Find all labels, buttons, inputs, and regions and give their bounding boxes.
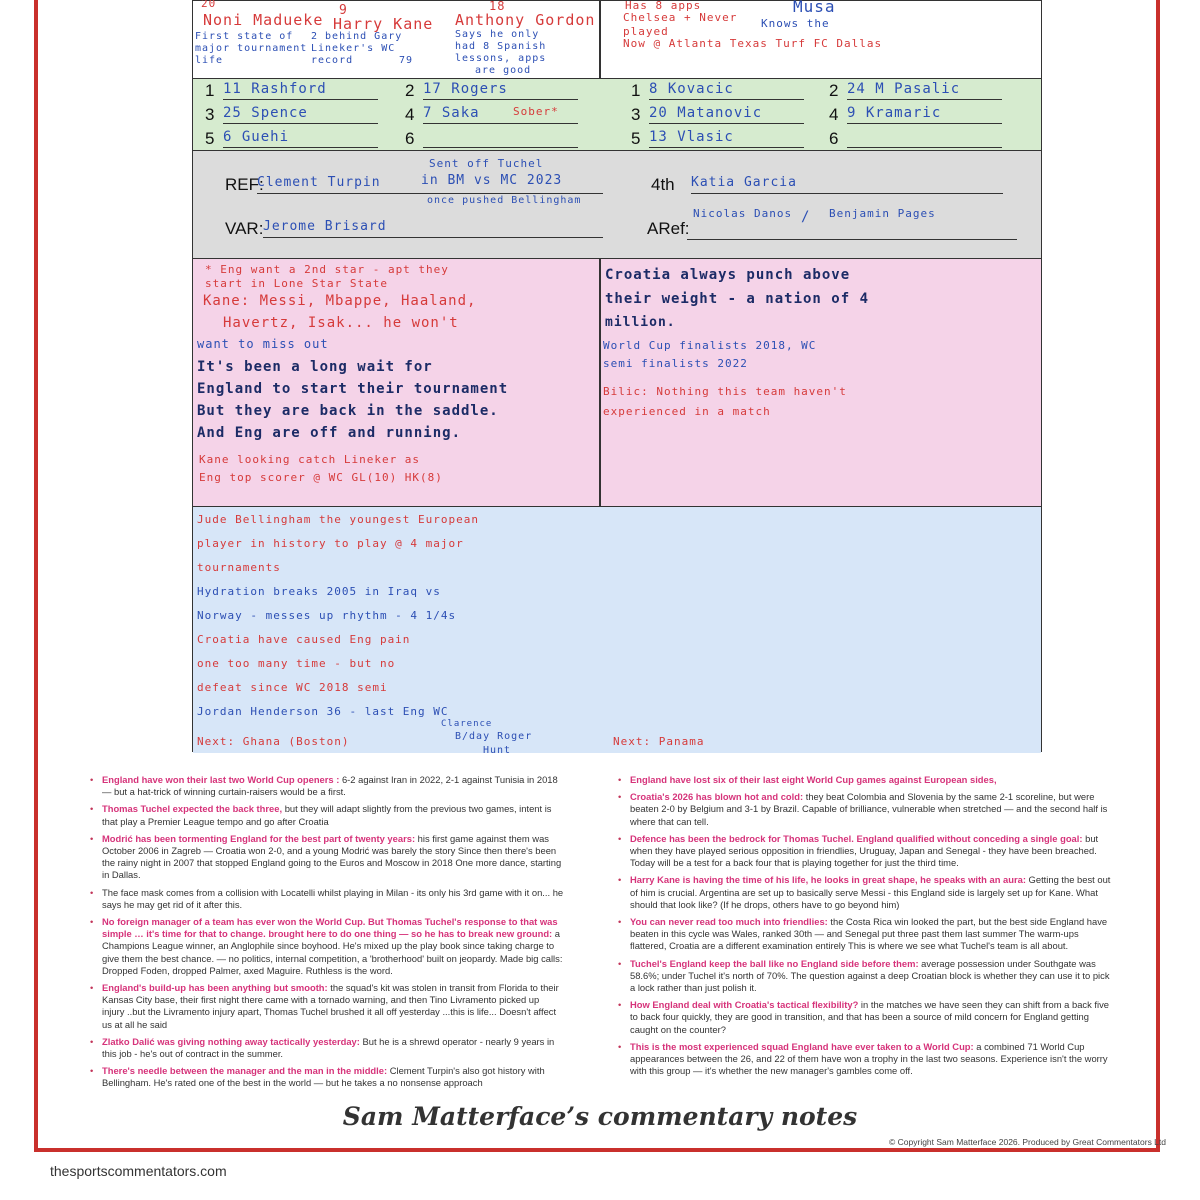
- player-note: Now @ Atlanta Texas Turf FC Dallas: [623, 37, 883, 50]
- handwritten-note: Hunt: [483, 745, 512, 756]
- handwritten-note: Norway - messes up rhythm - 4 1/4s: [197, 609, 457, 622]
- sub-player-name: [847, 129, 1002, 148]
- sub-player-name: 9 Kramaric: [847, 105, 1002, 124]
- player-note: Lineker's WC: [311, 43, 396, 54]
- sub-position: 1: [205, 81, 215, 100]
- sub-slot-england: [205, 81, 385, 103]
- note-item: [90, 1036, 564, 1060]
- aref-field: [687, 221, 1017, 240]
- note-item: [618, 916, 1112, 953]
- sub-position: 6: [829, 129, 839, 148]
- handwritten-note: Jordan Henderson 36 - last Eng WC: [197, 705, 449, 718]
- sub-player-name: 7 Saka: [423, 105, 578, 124]
- handwritten-note: million.: [605, 315, 676, 330]
- note-text: 6-2 against Iran in 2022, 2-1 against Tunisia in 2018 — but a hat-trick of winning curtain-raisers would be a first.: [102, 774, 558, 798]
- player-note: Chelsea + Never: [623, 11, 738, 24]
- note-text: Getting the best out of him is crucial. Argentina are set up to basically serve Messi - this England side is largely set up for Kane. What should that look like? (If he drops, others have to go beyond him): [630, 874, 1111, 910]
- sub-slot-england: [405, 81, 585, 103]
- aref-separator: /: [801, 209, 811, 225]
- note-text: the Costa Rica win looked the part, but the best side England have beaten in this cycle was Wales, ranked 30th — and Senegal put three past them last summer The warm-ups flattered, Croatia are a different examination entirely This is where we see what Tuchel's team is all about.: [630, 916, 1108, 952]
- handwritten-note: Kane looking catch Lineker as: [199, 453, 421, 466]
- sub-player-name: 24 M Pasalic: [847, 81, 1002, 100]
- handwritten-note: It's been a long wait for: [197, 359, 433, 375]
- handwritten-note: Jude Bellingham the youngest European: [197, 513, 480, 526]
- note-highlight: You can never read too much into friendlies:: [630, 916, 828, 928]
- player-note: are good: [475, 65, 532, 76]
- note-text: but when they have played serious opposition in friendlies, Uruguay, Japan and Senegal - they have been breached. Today will be a test for a back four that is playing together for just the third time.: [630, 832, 1099, 869]
- ref-note: in BM vs MC 2023: [421, 173, 563, 188]
- note-text: his first game against them was October 2006 in Zagreb — Croatia won 2-0, and a young Modrić was barely the story Since then there's been the rainy night in 2007 that stopped England going to the Euros and Moscow in 2018 One more dance, starting in Dallas.: [102, 832, 562, 881]
- note-text: in the matches we have seen they can shift from a back five to back four quickly, they are good in transition, and that has been a source of mild concern for England getting caught on the counter?: [630, 999, 1109, 1035]
- sub-position: 6: [405, 129, 415, 148]
- player-note: Knows the: [761, 17, 830, 30]
- copyright: © Copyright Sam Matterface 2026. Produced by Great Commentators Ltd: [889, 1137, 1166, 1147]
- note-text: a combined 71 World Cup appearances between the 26, and 22 of them have won a trophy in the last two seasons. Experience isn't the worry with this group — it's whether the new manager's gambles come off.: [630, 1040, 1108, 1077]
- sub-player-name: 11 Rashford: [223, 81, 378, 100]
- handwritten-note: Next: Ghana (Boston): [197, 735, 350, 748]
- handwritten-note: start in Lone Star State: [205, 277, 388, 290]
- sub-slot-england: [205, 105, 385, 127]
- note-item: [90, 1065, 564, 1089]
- note-text: the squad's kit was stolen in transit from Florida to their Kansas City base, their first night there came with a tornado warning, and then Tino Livramento picked up injury ..but the Livramento injury apart, Thomas Tuchel brushed it all off yesterday ...this is life... Doesn't affect us at all he said: [102, 982, 559, 1030]
- note-highlight: Harry Kane is having the time of his life, he looks in great shape, he speaks with an aura:: [630, 874, 1026, 886]
- player-name: Anthony Gordon: [455, 11, 596, 29]
- handwritten-note: Eng top scorer @ WC GL(10) HK(8): [199, 471, 443, 484]
- player-note: played: [623, 25, 669, 38]
- note-highlight: Defence has been the bedrock for Thomas Tuchel. England qualified without conceding a single goal:: [630, 832, 1083, 844]
- handwritten-note: Bilic: Nothing this team haven't: [603, 385, 847, 398]
- handwritten-note: Next: Panama: [613, 735, 705, 748]
- player-name: Harry Kane: [333, 15, 434, 33]
- aref-label: ARef:: [647, 219, 690, 238]
- note-highlight: England have won their last two World Cup openers :: [102, 774, 340, 785]
- player-note: Says he only: [455, 29, 540, 40]
- sub-position: 2: [405, 81, 415, 100]
- note-item: [618, 999, 1112, 1036]
- fourth-official-label: 4th: [651, 175, 675, 194]
- sub-player-name: 20 Matanovic: [649, 105, 804, 124]
- note-text: they beat Colombia and Slovenia by the same 2-1 scoreline, but were beaten 2-0 by Belgium and 3-1 by Brazil. Capable of brilliance, vulnerable when stretched — and the second half is where that can tell.: [630, 791, 1108, 827]
- starting-players-band: [193, 1, 1041, 79]
- sub-player-name: 13 Vlasic: [649, 129, 804, 148]
- note-highlight: There's needle between the manager and the man in the middle:: [102, 1065, 388, 1077]
- handwritten-note: defeat since WC 2018 semi: [197, 681, 388, 694]
- player-note: had 8 Spanish: [455, 41, 547, 52]
- note-item: [90, 982, 564, 1031]
- note-item: [90, 803, 564, 827]
- var-field: Jerome Brisard: [263, 219, 603, 238]
- sub-player-tag: Sober*: [513, 105, 559, 118]
- note-highlight: Zlatko Dalić was giving nothing away tactically yesterday:: [102, 1035, 360, 1047]
- handwritten-note: their weight - a nation of 4: [605, 291, 870, 307]
- player-note: life: [195, 55, 224, 66]
- sub-slot-england: [405, 105, 585, 127]
- handwritten-note: England to start their tournament: [197, 381, 509, 397]
- note-item: [90, 916, 564, 977]
- sub-slot-croatia: [631, 81, 811, 103]
- note-text: average possession under Southgate was 58.6%; under Tuchel it's north of 70%. The question against a deep Croatian block is whether they can use it to pick a lock rather than just polish it.: [630, 957, 1110, 994]
- officials-band: [193, 151, 1041, 259]
- var-label: VAR:: [225, 219, 264, 238]
- player-note: record: [311, 55, 354, 66]
- sub-position: 2: [829, 81, 839, 100]
- handwritten-note: Croatia always punch above: [605, 267, 851, 283]
- handwritten-note: Croatia have caused Eng pain: [197, 633, 411, 646]
- player-number: 9: [339, 3, 348, 18]
- sub-position: 3: [205, 105, 215, 124]
- sub-slot-croatia: [631, 105, 811, 127]
- ref-label: REF:: [225, 175, 264, 194]
- note-highlight: No foreign manager of a team has ever won the World Cup. But Thomas Tuchel's response to that was simple … it's time for that to change. brought here to do one thing — so he has to break new ground:: [102, 916, 558, 940]
- note-text: But he is a shrewd operator - nearly 9 years in this job - he's out of contract in the summer.: [102, 1035, 555, 1060]
- note-highlight: Modrić has been tormenting England for the best part of twenty years:: [102, 832, 416, 844]
- note-highlight: England's build-up has been anything but smooth:: [102, 982, 328, 994]
- sub-position: 5: [205, 129, 215, 148]
- handwritten-note: tournaments: [197, 561, 281, 574]
- sub-player-name: 17 Rogers: [423, 81, 578, 100]
- handwritten-note: * Eng want a 2nd star - apt they: [205, 263, 449, 276]
- note-highlight: Croatia's 2026 has blown hot and cold:: [630, 791, 804, 803]
- ref-note: Sent off Tuchel: [429, 157, 544, 170]
- note-text: Clement Turpin's also got history with Bellingham. He's rated one of the best in the world — but he takes a no nonsense approach: [102, 1065, 545, 1089]
- player-note: major tournament: [195, 43, 308, 54]
- sub-slot-croatia: [631, 129, 811, 151]
- sub-position: 3: [631, 105, 641, 124]
- handwritten-note: Havertz, Isak... he won't: [223, 315, 459, 331]
- sub-player-name: 8 Kovacic: [649, 81, 804, 100]
- handwritten-note: World Cup finalists 2018, WC: [603, 339, 817, 352]
- handwritten-note: semi finalists 2022: [603, 357, 748, 370]
- player-note: 79: [399, 55, 414, 66]
- sub-player-name: [423, 129, 578, 148]
- note-item: [618, 833, 1112, 870]
- sub-slot-croatia: [829, 129, 1009, 151]
- player-note: First state of: [195, 31, 294, 42]
- handwritten-note: Clarence: [441, 719, 493, 729]
- ref-note: once pushed Bellingham: [427, 195, 582, 206]
- page-title: Sam Matterface’s commentary notes: [342, 1102, 858, 1131]
- player-note: 2 behind Gary: [311, 31, 403, 42]
- notes-column-right: [618, 774, 1112, 1082]
- site-url: thesportscommentators.com: [50, 1163, 227, 1179]
- note-text: but they will adapt slightly from the previous two games, intent is that play a Premier League tempo and go after Croatia: [102, 803, 552, 827]
- sub-slot-croatia: [829, 105, 1009, 127]
- sub-player-name: 6 Guehi: [223, 129, 378, 148]
- sub-position: 1: [631, 81, 641, 100]
- handwritten-note: one too many time - but no: [197, 657, 396, 670]
- handwritten-note: experienced in a match: [603, 405, 771, 418]
- player-number: 18: [489, 0, 506, 13]
- note-highlight: Tuchel's England keep the ball like no England side before them:: [630, 957, 919, 969]
- sub-player-name: 25 Spence: [223, 105, 378, 124]
- sub-position: 4: [405, 105, 415, 124]
- ref-field: Clement Turpin: [257, 175, 603, 194]
- note-highlight: This is the most experienced squad England have ever taken to a World Cup:: [630, 1040, 974, 1052]
- notes-column-left: [90, 774, 564, 1095]
- fourth-official-field: Katia Garcia: [691, 175, 1003, 194]
- note-text: The face mask comes from a collision with Locatelli whilst playing in Milan - its only his 3rd game with it on... he says he may get rid of it after this.: [102, 886, 564, 910]
- note-text: a Champions League winner, an Anglophile since boyhood. He's mixed up the play book since taking charge to give them the best chance. — no politics, internal competition, a 'brotherhood' built on jeopardy. Made big calls: Dropped Foden, dropped Palmer, axed Maguire. Ruthless is the word.: [102, 928, 563, 976]
- handwritten-note: player in history to play @ 4 major: [197, 537, 464, 550]
- note-highlight: Thomas Tuchel expected the back three,: [102, 803, 283, 815]
- player-note: Has 8 apps: [625, 0, 702, 12]
- aref-value: Nicolas Danos: [693, 207, 793, 220]
- player-number: 20: [201, 0, 217, 10]
- note-item: [90, 774, 564, 798]
- player-name: Musa: [793, 0, 836, 16]
- note-item: [618, 1041, 1112, 1078]
- player-note: lessons, apps: [455, 53, 547, 64]
- note-item: [618, 791, 1112, 828]
- handwritten-note: B/day Roger: [455, 731, 533, 742]
- note-item: [90, 833, 564, 882]
- handwritten-note: Hydration breaks 2005 in Iraq vs: [197, 585, 441, 598]
- sub-position: 4: [829, 105, 839, 124]
- player-name: Noni Madueke: [203, 11, 324, 29]
- note-item: [90, 887, 564, 911]
- note-highlight: How England deal with Croatia's tactical flexibility?: [630, 999, 859, 1011]
- note-item: [618, 874, 1112, 911]
- handwritten-note: But they are back in the saddle.: [197, 403, 499, 419]
- handwritten-note: And Eng are off and running.: [197, 425, 462, 441]
- handwritten-note: Kane: Messi, Mbappe, Haaland,: [203, 293, 477, 309]
- sub-slot-england: [205, 129, 385, 151]
- aref-value: Benjamin Pages: [829, 207, 936, 220]
- note-highlight: England have lost six of their last eight World Cup games against European sides,: [630, 774, 997, 785]
- sub-slot-croatia: [829, 81, 1009, 103]
- commentary-sheet: [192, 0, 1042, 756]
- handwritten-note: want to miss out: [197, 337, 329, 351]
- note-item: [618, 958, 1112, 995]
- sub-slot-england: [405, 129, 585, 151]
- sub-position: 5: [631, 129, 641, 148]
- note-item: [618, 774, 1112, 786]
